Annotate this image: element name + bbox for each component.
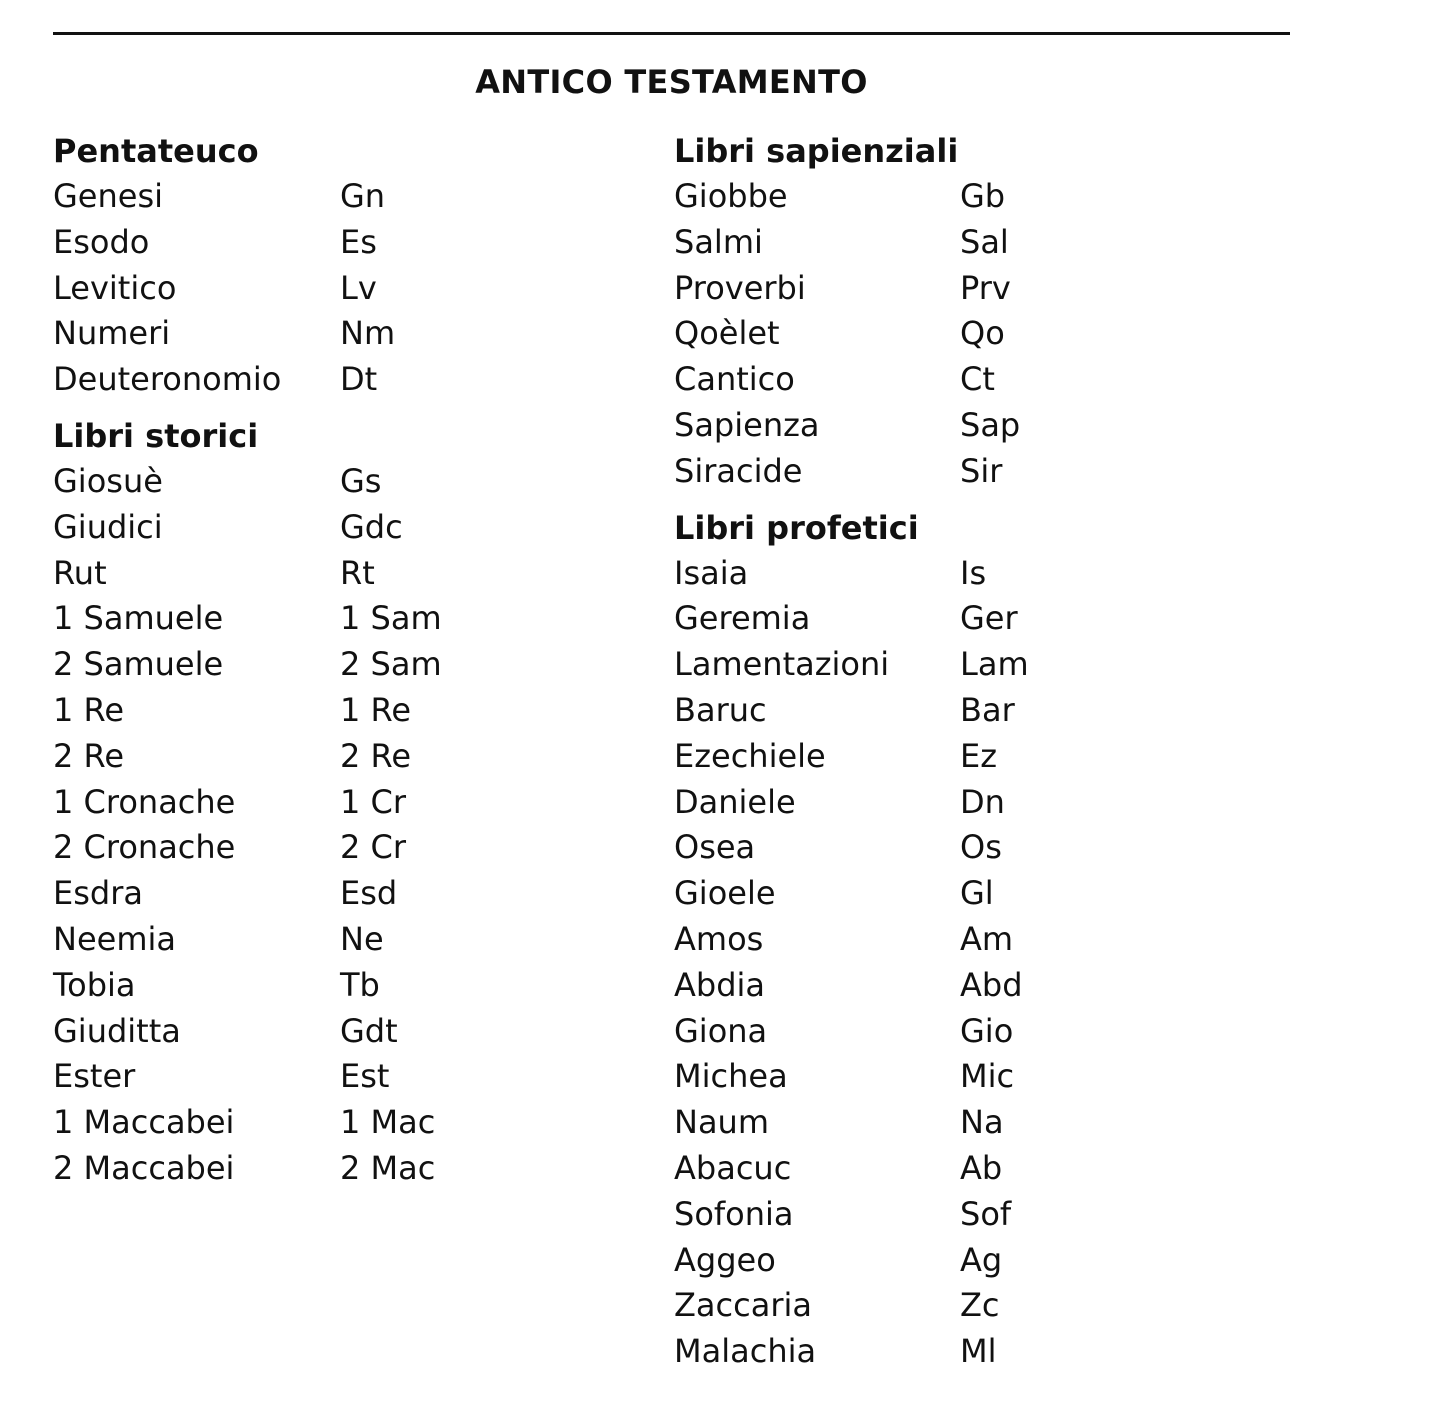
book-name: Zaccaria	[674, 1286, 812, 1325]
book-row	[674, 1192, 1274, 1238]
book-row	[674, 734, 1274, 780]
book-abbreviation: Ab	[960, 1148, 1003, 1187]
book-row	[674, 871, 1274, 917]
book-name: Gioele	[674, 874, 776, 913]
book-abbreviation: Prv	[960, 268, 1011, 307]
book-list	[674, 174, 1274, 495]
book-name: Abdia	[674, 965, 766, 1004]
book-name: 2 Samuele	[53, 645, 224, 684]
book-row	[53, 311, 653, 357]
book-name: Salmi	[674, 222, 763, 261]
book-abbreviation: Es	[340, 222, 377, 261]
book-abbreviation: Gb	[960, 177, 1006, 215]
book-abbreviation: Ez	[960, 736, 998, 775]
book-row	[674, 596, 1274, 642]
book-row	[53, 1054, 653, 1100]
book-name: Sapienza	[674, 405, 820, 444]
book-name: Sofonia	[674, 1194, 794, 1233]
book-row	[674, 266, 1274, 312]
book-abbreviation: Ag	[960, 1240, 1003, 1279]
book-abbreviation: 1 Mac	[340, 1103, 436, 1142]
book-abbreviation: Is	[960, 553, 987, 592]
section-heading: Pentateuco	[53, 132, 259, 170]
book-row	[53, 357, 653, 403]
book-row	[674, 220, 1274, 266]
book-name: Giuditta	[53, 1011, 181, 1050]
book-abbreviation: Lam	[960, 645, 1029, 684]
book-row	[53, 917, 653, 963]
book-row	[674, 357, 1274, 403]
book-name: Giona	[674, 1011, 768, 1050]
book-abbreviation: Sap	[960, 405, 1021, 444]
book-abbreviation: Dn	[960, 782, 1005, 821]
book-name: Cantico	[674, 360, 795, 399]
book-name: 2 Re	[53, 736, 125, 775]
book-row	[53, 551, 653, 597]
book-row	[53, 871, 653, 917]
book-abbreviation: Tb	[340, 965, 380, 1004]
book-row	[674, 311, 1274, 357]
book-row	[674, 1238, 1274, 1284]
book-abbreviation: 2 Re	[340, 736, 412, 775]
page-title: ANTICO TESTAMENTO	[475, 63, 868, 101]
section-libri-storici	[53, 413, 653, 1192]
book-name: Esodo	[53, 222, 150, 261]
book-abbreviation: Bar	[960, 690, 1015, 729]
book-abbreviation: Ne	[340, 919, 384, 958]
book-row	[53, 596, 653, 642]
book-row	[53, 266, 653, 312]
book-abbreviation: Os	[960, 828, 1002, 867]
book-name: Lamentazioni	[674, 645, 890, 684]
book-name: 2 Cronache	[53, 828, 236, 867]
book-row	[674, 1146, 1274, 1192]
book-row	[674, 403, 1274, 449]
book-name: Tobia	[53, 965, 136, 1004]
book-name: Levitico	[53, 268, 177, 307]
book-row	[674, 1009, 1274, 1055]
book-row	[674, 1283, 1274, 1329]
book-name: 1 Cronache	[53, 782, 236, 821]
book-abbreviation: Lv	[340, 268, 377, 307]
book-abbreviation: Gdt	[340, 1011, 398, 1050]
book-row	[674, 174, 1274, 220]
book-name: Geremia	[674, 599, 811, 638]
book-name: Daniele	[674, 782, 796, 821]
book-name: Giosuè	[53, 461, 163, 500]
book-abbreviation: Rt	[340, 553, 375, 592]
book-row	[53, 1146, 653, 1192]
book-name: Giudici	[53, 507, 163, 546]
book-abbreviation: Gs	[340, 461, 382, 500]
book-row	[53, 780, 653, 826]
book-name: Michea	[674, 1057, 788, 1096]
book-name: Genesi	[53, 177, 164, 215]
book-row	[674, 688, 1274, 734]
book-abbreviation: Esd	[340, 874, 398, 913]
book-row	[53, 734, 653, 780]
book-abbreviation: Qo	[960, 314, 1005, 353]
book-row	[53, 688, 653, 734]
book-name: Amos	[674, 919, 764, 958]
section-libri-profetici	[674, 505, 1274, 1375]
book-row	[53, 220, 653, 266]
book-abbreviation: 2 Sam	[340, 645, 442, 684]
book-abbreviation: Gio	[960, 1011, 1014, 1050]
book-row	[53, 825, 653, 871]
book-name: Ezechiele	[674, 736, 826, 775]
book-row	[674, 1100, 1274, 1146]
book-abbreviation: Ml	[960, 1332, 997, 1371]
book-abbreviation: Zc	[960, 1286, 1000, 1325]
book-name: Proverbi	[674, 268, 806, 307]
book-row	[53, 1100, 653, 1146]
book-abbreviation: 2 Cr	[340, 828, 407, 867]
book-row	[674, 551, 1274, 597]
book-abbreviation: 2 Mac	[340, 1148, 436, 1187]
book-abbreviation: Gl	[960, 874, 994, 913]
book-list	[674, 551, 1274, 1375]
book-row	[53, 1009, 653, 1055]
book-abbreviation: Sal	[960, 222, 1009, 261]
book-name: Qoèlet	[674, 314, 780, 353]
book-abbreviation: Gdc	[340, 507, 403, 546]
book-name: Aggeo	[674, 1240, 776, 1279]
book-row	[53, 459, 653, 505]
book-abbreviation: Sof	[960, 1194, 1012, 1233]
book-abbreviation: Ger	[960, 599, 1018, 638]
book-name: Abacuc	[674, 1148, 792, 1187]
book-name: Isaia	[674, 553, 749, 592]
book-name: 1 Re	[53, 690, 125, 729]
book-abbreviation: Abd	[960, 965, 1023, 1004]
top-rule	[53, 32, 1290, 35]
section-heading: Libri storici	[53, 416, 259, 455]
book-abbreviation: Dt	[340, 360, 378, 399]
book-abbreviation: Ct	[960, 360, 995, 399]
book-abbreviation: Mic	[960, 1057, 1015, 1096]
book-row	[53, 174, 653, 220]
book-abbreviation: Gn	[340, 177, 386, 215]
book-row	[674, 917, 1274, 963]
book-row	[674, 1054, 1274, 1100]
book-abbreviation: Nm	[340, 314, 396, 353]
book-abbreviation: 1 Cr	[340, 782, 407, 821]
book-name: 1 Maccabei	[53, 1103, 235, 1142]
book-name: Siracide	[674, 451, 803, 490]
book-row	[674, 963, 1274, 1009]
book-name: Osea	[674, 828, 756, 867]
book-name: Malachia	[674, 1332, 817, 1371]
section-heading: Libri profetici	[674, 508, 919, 547]
book-list	[53, 459, 653, 1192]
right-column	[674, 128, 1274, 1385]
book-name: Deuteronomio	[53, 360, 282, 399]
book-row	[53, 963, 653, 1009]
book-row	[674, 825, 1274, 871]
book-name: Baruc	[674, 690, 767, 729]
book-name: Esdra	[53, 874, 143, 913]
book-list	[53, 174, 653, 403]
book-abbreviation: 1 Sam	[340, 599, 442, 638]
section-libri-sapienziali	[674, 128, 1274, 495]
book-abbreviation: Am	[960, 919, 1014, 958]
left-column	[53, 128, 653, 1202]
section-heading: Libri sapienziali	[674, 132, 959, 170]
book-name: Neemia	[53, 919, 176, 958]
book-row	[53, 505, 653, 551]
book-abbreviation: Est	[340, 1057, 390, 1096]
book-row	[674, 642, 1274, 688]
book-row	[674, 449, 1274, 495]
book-name: 2 Maccabei	[53, 1148, 235, 1187]
book-name: Numeri	[53, 314, 171, 353]
book-abbreviation: Sir	[960, 451, 1003, 490]
book-name: Giobbe	[674, 177, 788, 215]
section-pentateuco	[53, 128, 653, 403]
book-abbreviation: Na	[960, 1103, 1004, 1142]
book-name: Ester	[53, 1057, 136, 1096]
book-name: Naum	[674, 1103, 769, 1142]
book-name: Rut	[53, 553, 107, 592]
book-row	[53, 642, 653, 688]
book-name: 1 Samuele	[53, 599, 224, 638]
book-abbreviation: 1 Re	[340, 690, 412, 729]
book-row	[674, 1329, 1274, 1375]
book-row	[674, 780, 1274, 826]
